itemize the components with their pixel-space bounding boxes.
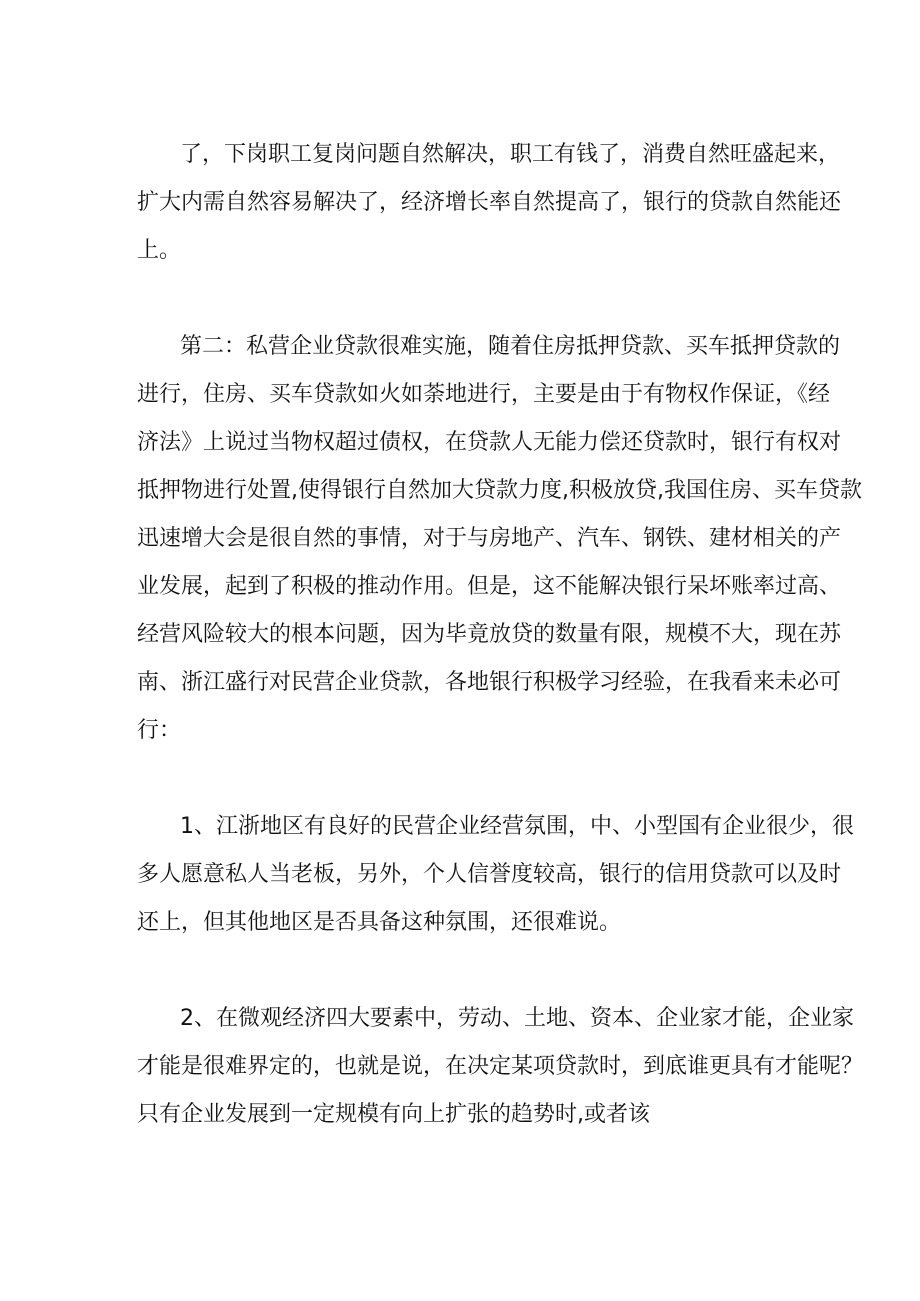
paragraph-line: 迅速增大会是很自然的事情，对于与房地产、汽车、钢铁、建材相关的产	[137, 526, 842, 551]
paragraph-line: 南、浙江盛行对民营企业贷款，各地银行积极学习经验，在我看来未必可	[137, 670, 842, 695]
paragraph-line: 只有企业发展到一定规模有向上扩张的趋势时,或者该	[137, 1102, 650, 1127]
paragraph-line: 扩大内需自然容易解决了，经济增长率自然提高了，银行的贷款自然能还	[137, 190, 842, 215]
paragraph-line: 2、在微观经济四大要素中，劳动、土地、资本、企业家才能，企业家	[180, 1006, 854, 1031]
paragraph-line: 第二：私营企业贷款很难实施，随着住房抵押贷款、买车抵押贷款的	[180, 334, 841, 359]
paragraph-line: 进行，住房、买车贷款如火如荼地进行，主要是由于有物权作保证，《经	[137, 382, 831, 407]
paragraph-line: 了，下岗职工复岗问题自然解决，职工有钱了，消费自然旺盛起来，	[180, 142, 841, 167]
paragraph-line: 1、江浙地区有良好的民营企业经营氛围，中、小型国有企业很少，很	[180, 814, 854, 839]
paragraph-line: 上。	[137, 238, 182, 263]
paragraph-line: 济法》上说过当物权超过债权，在贷款人无能力偿还贷款时，银行有权对	[137, 430, 842, 455]
paragraph-line: 才能是很难界定的，也就是说，在决定某项贷款时，到底谁更具有才能呢？	[137, 1054, 864, 1079]
paragraph-line: 行：	[137, 718, 182, 743]
paragraph-line: 还上，但其他地区是否具备这种氛围，还很难说。	[137, 910, 622, 935]
paragraph-line: 多人愿意私人当老板，另外，个人信誉度较高，银行的信用贷款可以及时	[137, 862, 842, 887]
paragraph-line: 业发展，起到了积极的推动作用。但是，这不能解决银行呆坏账率过高、	[137, 574, 842, 599]
paragraph-line: 抵押物进行处置,使得银行自然加大贷款力度,积极放贷,我国住房、买车贷款	[137, 478, 862, 503]
paragraph-line: 经营风险较大的根本问题，因为毕竟放贷的数量有限，规模不大，现在苏	[137, 622, 842, 647]
